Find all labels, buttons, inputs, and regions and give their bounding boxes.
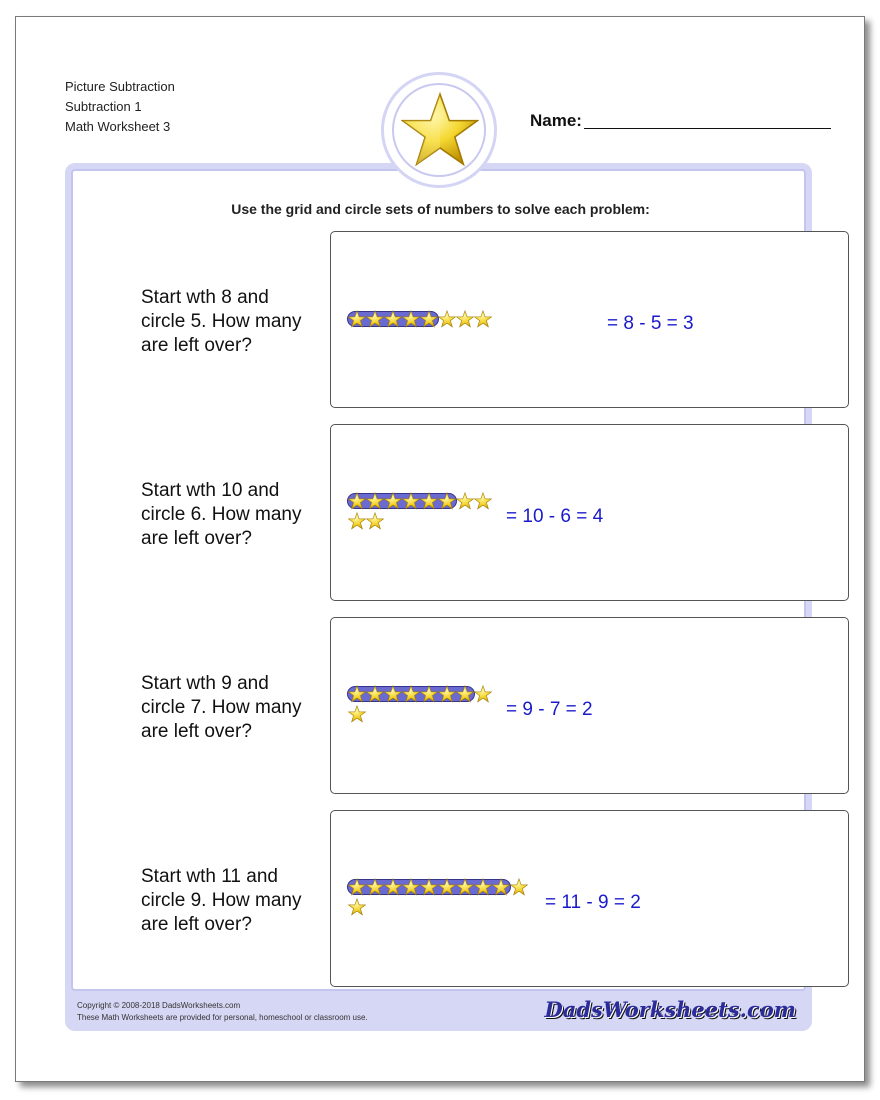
problem-1-star-grid [348, 310, 568, 360]
footer [65, 991, 812, 1031]
star-icon [348, 512, 366, 530]
star-icon [456, 492, 474, 510]
star-icon [366, 685, 384, 703]
problem-area [71, 169, 806, 991]
problem-4-line-1: Start wth 11 and [141, 866, 278, 887]
problem-2-question [141, 479, 331, 551]
star-icon [438, 685, 456, 703]
star-icon [384, 878, 402, 896]
problem-3-question [141, 672, 331, 744]
dadsworksheets-logo[interactable]: DadsWorksheets.com [544, 997, 796, 1022]
star-icon [474, 878, 492, 896]
star-icon [348, 492, 366, 510]
star-icon [510, 878, 528, 896]
star-icon [420, 685, 438, 703]
worksheet-frame [65, 163, 812, 1031]
copyright-text: Copyright © 2008-2018 DadsWorksheets.com [77, 1001, 241, 1010]
star-icon [492, 878, 510, 896]
worksheet-category: Picture Subtraction [65, 79, 175, 94]
star-icon [402, 492, 420, 510]
star-icon [348, 685, 366, 703]
instructions: Use the grid and circle sets of numbers to solve each problem: [231, 201, 650, 217]
problem-2-line-3: are left over? [141, 528, 252, 549]
star-icon [402, 310, 420, 328]
name-input-line[interactable] [584, 127, 831, 129]
problem-1-line-1: Start wth 8 and [141, 287, 269, 308]
star-icon [348, 878, 366, 896]
star-icon [420, 310, 438, 328]
problem-2-answer: = 10 - 6 = 4 [506, 506, 604, 527]
usage-notice: These Math Worksheets are provided for personal, homeschool or classroom use. [77, 1013, 368, 1022]
problem-1-answer: = 8 - 5 = 3 [607, 313, 694, 334]
star-badge [381, 72, 497, 188]
problem-4-star-grid [348, 878, 568, 928]
problem-2-answer-box[interactable] [330, 424, 849, 601]
problem-3-line-3: are left over? [141, 721, 252, 742]
name-label: Name: [530, 111, 582, 130]
problem-4-line-3: are left over? [141, 914, 252, 935]
star-icon [402, 878, 420, 896]
problem-2-line-2: circle 6. How many [141, 504, 302, 525]
star-icon [366, 878, 384, 896]
star-icon [420, 492, 438, 510]
problem-1-answer-box[interactable] [330, 231, 849, 408]
star-icon [474, 685, 492, 703]
star-icon [402, 685, 420, 703]
star-icon [474, 492, 492, 510]
star-icon [438, 878, 456, 896]
star-icon [438, 310, 456, 328]
worksheet-subtitle: Subtraction 1 [65, 99, 142, 114]
problem-4-line-2: circle 9. How many [141, 890, 302, 911]
problem-3-line-2: circle 7. How many [141, 697, 302, 718]
star-icon [384, 685, 402, 703]
star-icon [366, 512, 384, 530]
problem-4-answer: = 11 - 9 = 2 [545, 892, 641, 913]
problem-3-answer-box[interactable] [330, 617, 849, 794]
problem-2-line-1: Start wth 10 and [141, 480, 280, 501]
star-icon [456, 685, 474, 703]
star-icon [456, 878, 474, 896]
star-icon [384, 310, 402, 328]
problem-4-question [141, 865, 331, 937]
star-icon [474, 310, 492, 328]
problem-4-answer-box[interactable] [330, 810, 849, 987]
star-icon [438, 492, 456, 510]
star-icon [348, 705, 366, 723]
star-icon [420, 878, 438, 896]
problem-1-line-2: circle 5. How many [141, 311, 302, 332]
worksheet-page [15, 16, 865, 1082]
star-icon [348, 310, 366, 328]
problem-3-answer: = 9 - 7 = 2 [506, 699, 593, 720]
problem-3-line-1: Start wth 9 and [141, 673, 269, 694]
big-star-icon [401, 91, 479, 169]
star-icon [366, 310, 384, 328]
star-icon [366, 492, 384, 510]
star-icon [384, 492, 402, 510]
problem-1-line-3: are left over? [141, 335, 252, 356]
problem-1-question [141, 286, 331, 358]
worksheet-number: Math Worksheet 3 [65, 119, 171, 134]
star-icon [456, 310, 474, 328]
star-icon [348, 898, 366, 916]
